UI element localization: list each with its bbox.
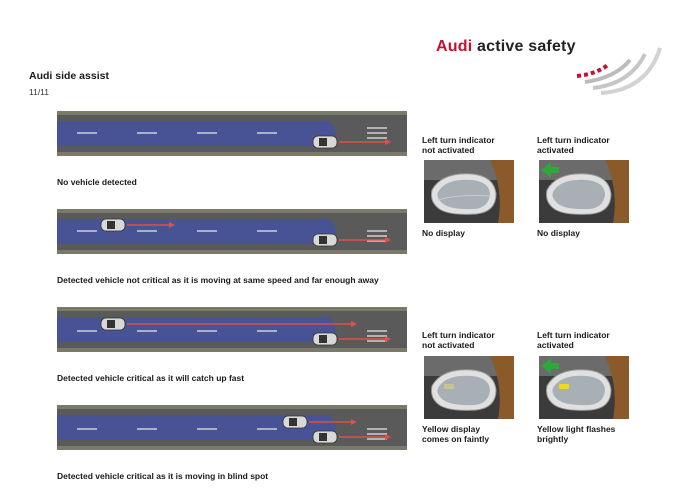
mirror-1-left-caption [422, 228, 465, 238]
mirror-1-right-label [537, 135, 610, 155]
radar-arcs-icon [575, 40, 670, 95]
road-scenario-2 [57, 209, 407, 254]
mirror-image-no-indicator [424, 160, 514, 223]
mirror-image-bright-flash [539, 356, 629, 419]
scenario-3-caption: Detected vehicle critical as it will catch up fast [57, 373, 245, 383]
mirror-image-indicator-active [539, 160, 629, 223]
mirror-2-right-label-line2: activated [537, 340, 574, 350]
mirror-2-left-caption [422, 424, 489, 444]
mirror-1-right-caption-line1: No display [537, 228, 580, 238]
mirror-1-right-caption [537, 228, 580, 238]
page-number: 11/11 [29, 87, 50, 97]
mirror-1-right-label-line2: activated [537, 145, 574, 155]
mirror-2-left-label [422, 330, 495, 350]
mirror-1-right-label-line1: Left turn indicator [537, 135, 610, 145]
mirror-1-left-label-line1: Left turn indicator [422, 135, 495, 145]
mirror-2-right-caption [537, 424, 615, 444]
page-title: Audi side assist [29, 70, 109, 82]
mirror-2-right-caption-line2: brightly [537, 434, 569, 444]
brand-word-active-safety: active safety [477, 38, 576, 55]
mirror-2-right-label [537, 330, 610, 350]
mirror-image-faint-yellow [424, 356, 514, 419]
mirror-2-right-label-line1: Left turn indicator [537, 330, 610, 340]
road-scenario-3 [57, 307, 407, 352]
mirror-2-left-caption-line2: comes on faintly [422, 434, 490, 444]
mirror-1-left-label [422, 135, 495, 155]
scenario-2-caption: Detected vehicle not critical as it is moving at same speed and far enough away [57, 275, 379, 285]
brand-word-audi: Audi [436, 38, 473, 55]
road-scenario-4 [57, 405, 407, 450]
mirror-1-left-label-line2: not activated [422, 145, 475, 155]
scenario-4-caption: Detected vehicle critical as it is moving in blind spot [57, 471, 269, 481]
mirror-2-right-caption-line1: Yellow light flashes [537, 424, 616, 434]
scenario-1-caption: No vehicle detected [57, 177, 137, 187]
mirror-2-left-label-line2: not activated [422, 340, 475, 350]
mirror-2-left-label-line1: Left turn indicator [422, 330, 495, 340]
brand-logo-text [436, 38, 576, 56]
road-scenario-1 [57, 111, 407, 156]
mirror-2-left-caption-line1: Yellow display [422, 424, 481, 434]
mirror-1-left-caption-line1: No display [422, 228, 465, 238]
